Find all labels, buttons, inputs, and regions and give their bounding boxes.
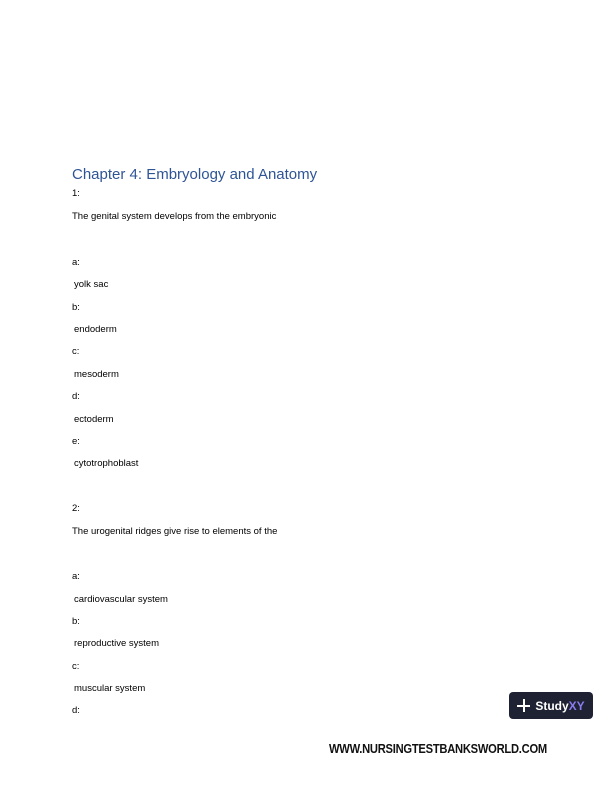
plus-icon [517, 699, 530, 712]
q2-option-a-letter: a: [72, 571, 80, 582]
q1-option-b-text: endoderm [74, 324, 117, 335]
chapter-title: Chapter 4: Embryology and Anatomy [72, 166, 318, 183]
q1-option-e-letter: e: [72, 436, 80, 447]
question-1-text: The genital system develops from the embryonic [72, 211, 277, 222]
q1-option-c-letter: c: [72, 346, 80, 357]
question-1-number: 1: [72, 188, 80, 199]
q2-option-a-text: cardiovascular system [74, 594, 168, 605]
q1-option-c-text: mesoderm [74, 369, 119, 380]
q1-option-a-letter: a: [72, 257, 80, 268]
question-2-number: 2: [72, 503, 80, 514]
studyxy-brand-accent: XY [568, 698, 585, 713]
studyxy-brand: StudyXY [535, 698, 585, 713]
q1-option-b-letter: b: [72, 302, 80, 313]
question-2-text: The urogenital ridges give rise to elements of the [72, 526, 278, 537]
studyxy-badge[interactable] [509, 692, 593, 719]
q1-option-a-text: yolk sac [74, 279, 109, 290]
q2-option-b-text: reproductive system [74, 638, 160, 649]
q2-option-c-letter: c: [72, 661, 80, 672]
q1-option-e-text: cytotrophoblast [74, 458, 139, 469]
q2-option-c-text: muscular system [74, 683, 146, 694]
q1-option-d-letter: d: [72, 391, 80, 402]
q2-option-d-letter: d: [72, 705, 80, 716]
q1-option-d-text: ectoderm [74, 414, 114, 425]
q2-option-b-letter: b: [72, 616, 80, 627]
footer-website: WWW.NURSINGTESTBANKSWORLD.COM [329, 741, 547, 756]
